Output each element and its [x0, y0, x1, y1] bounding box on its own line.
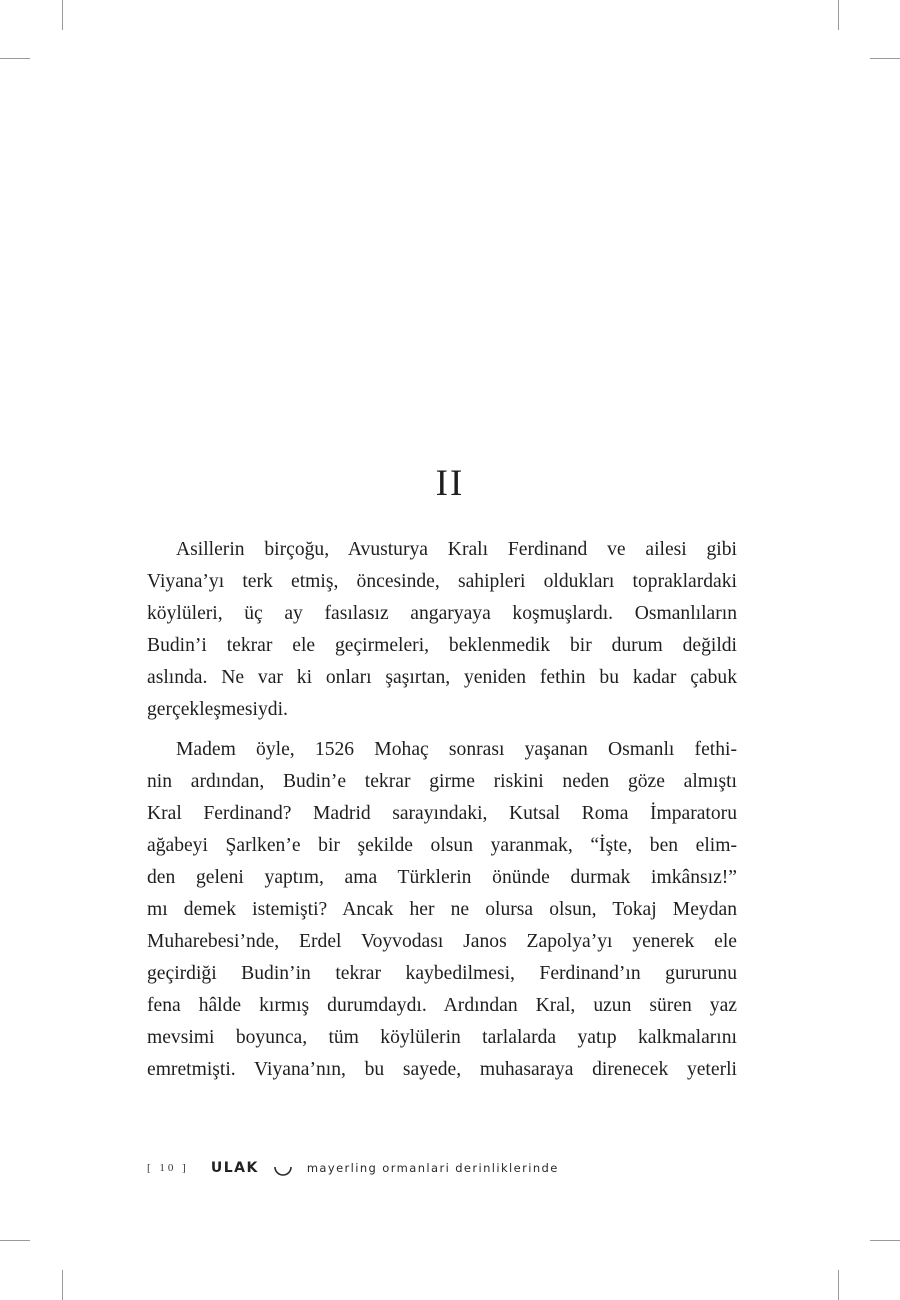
- crop-mark-top-left: [62, 0, 63, 30]
- crop-mark-bottom-left: [62, 1270, 63, 1300]
- text-line: den geleni yaptım, ama Türklerin önünde durmak imkânsız!”: [147, 867, 737, 888]
- paragraph-1: [147, 534, 737, 726]
- text-line: Kral Ferdinand? Madrid sarayındaki, Kutsal Roma İmparatoru: [147, 803, 737, 824]
- crescent-icon: [273, 1162, 293, 1174]
- text-line: Asillerin birçoğu, Avusturya Kralı Ferdinand ve ailesi gibi: [176, 539, 737, 560]
- chapter-number: II: [435, 463, 465, 504]
- crop-mark-right-top: [870, 58, 900, 59]
- text-line: emretmişti. Viyana’nın, bu sayede, muhasaraya direnecek yeterli: [147, 1059, 737, 1080]
- text-line: Madem öyle, 1526 Mohaç sonrası yaşanan Osmanlı fethi-: [176, 739, 737, 760]
- text-line: aslında. Ne var ki onları şaşırtan, yeniden fethin bu kadar çabuk: [147, 667, 737, 688]
- page-number: [ 10 ]: [147, 1162, 189, 1174]
- crop-mark-right-bottom: [870, 1240, 900, 1241]
- crop-mark-left-top: [0, 58, 30, 59]
- page-footer: [147, 1156, 747, 1180]
- text-line: köylüleri, üç ay fasılasız angaryaya koşmuşlardı. Osmanlıların: [147, 603, 737, 624]
- paragraph-2: [147, 734, 737, 1086]
- running-title: mayerling ormanlari deri̇nli̇kleri̇nde: [306, 1161, 559, 1175]
- text-line: Viyana’yı terk etmiş, öncesinde, sahipleri oldukları topraklardaki: [147, 571, 737, 592]
- text-line: geçirdiği Budin’in tekrar kaybedilmesi, Ferdinand’ın gururunu: [147, 963, 737, 984]
- text-line: mevsimi boyunca, tüm köylülerin tarlalarda yatıp kalkmalarını: [147, 1027, 737, 1048]
- crop-mark-bottom-right: [838, 1270, 839, 1300]
- text-line: mı demek istemişti? Ancak her ne olursa olsun, Tokaj Meydan: [147, 899, 737, 920]
- text-line: Muharebesi’nde, Erdel Voyvodası Janos Zapolya’yı yenerek ele: [147, 931, 737, 952]
- text-line: ağabeyi Şarlken’e bir şekilde olsun yaranmak, “İşte, ben elim-: [147, 835, 737, 856]
- crop-mark-top-right: [838, 0, 839, 30]
- text-line: gerçekleşmesiydi.: [147, 699, 288, 720]
- crop-mark-left-bottom: [0, 1240, 30, 1241]
- text-line: nin ardından, Budin’e tekrar girme riskini neden göze almıştı: [147, 771, 737, 792]
- body-text: [147, 534, 737, 1094]
- series-name: ULAK: [210, 1160, 259, 1176]
- text-line: fena hâlde kırmış durumdaydı. Ardından Kral, uzun süren yaz: [147, 995, 737, 1016]
- text-line: Budin’i tekrar ele geçirmeleri, beklenmedik bir durum değildi: [147, 635, 737, 656]
